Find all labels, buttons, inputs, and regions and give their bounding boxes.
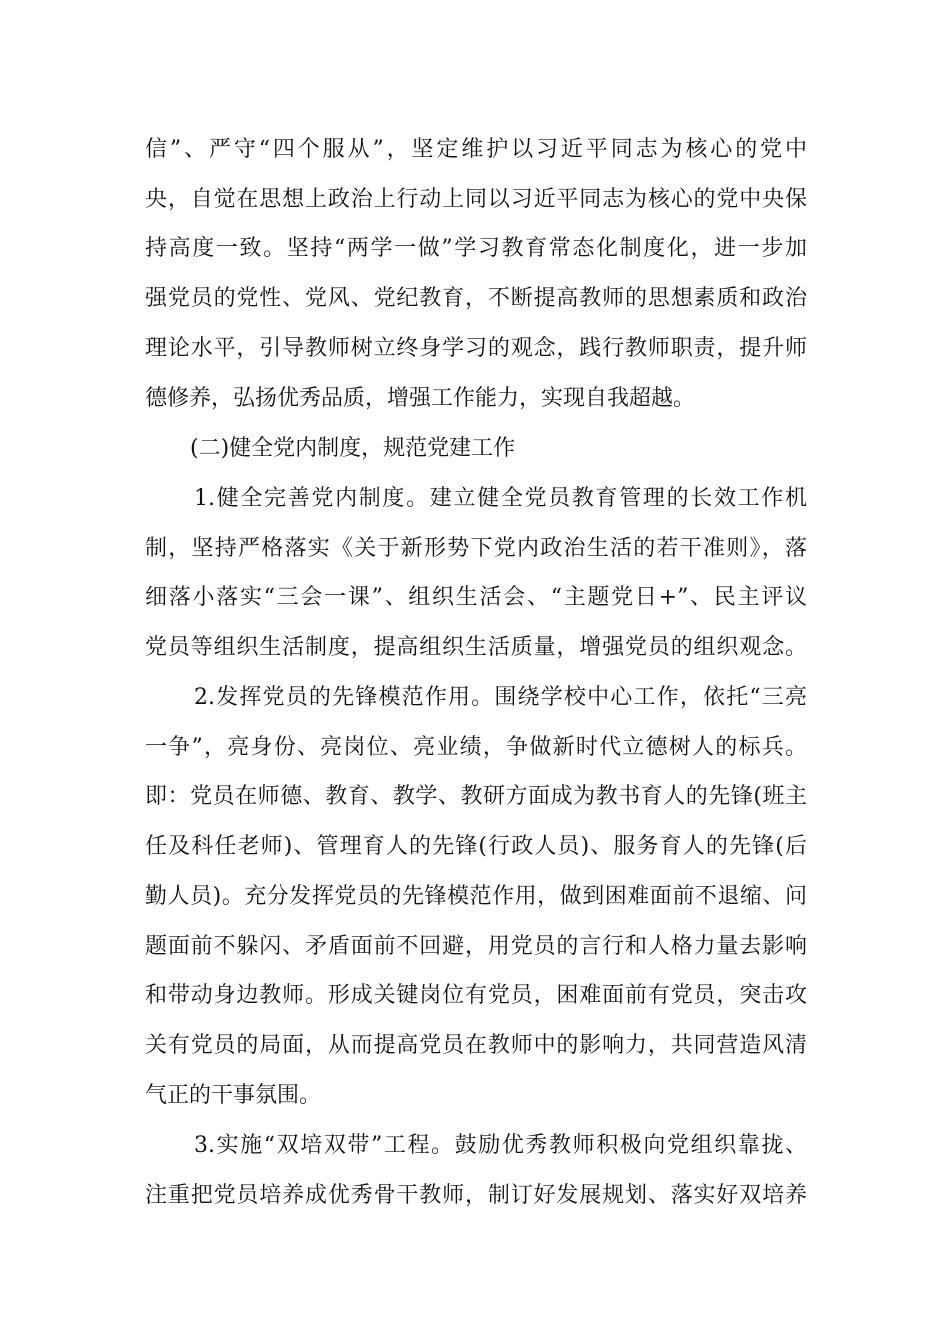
section-heading: (二)健全党内制度，规范党建工作 [190, 436, 516, 461]
text-line: 强党员的党性、党风、党纪教育，不断提高教师的思想素质和政治 [145, 286, 807, 311]
text-line: 勤人员)。充分发挥党员的先锋模范作用，做到困难面前不退缩、问 [145, 884, 807, 909]
text-line: 和带动身边教师。形成关键岗位有党员，困难面前有党员，突击攻 [145, 983, 807, 1008]
text-line: 注重把党员培养成优秀骨干教师，制订好发展规划、落实好双培养 [145, 1183, 807, 1208]
text-line: 即：党员在师德、教育、教学、教研方面成为教书育人的先锋(班主 [145, 784, 807, 809]
text-line: 3.实施“双培双带”工程。鼓励优秀教师积极向党组织靠拢、 [194, 1133, 807, 1158]
text-line: 央，自觉在思想上政治上行动上同以习近平同志为核心的党中央保 [145, 187, 807, 212]
text-line: 信”、严守“四个服从”，坚定维护以习近平同志为核心的党中 [145, 137, 807, 162]
text-line: 关有党员的局面，从而提高党员在教师中的影响力，共同营造风清 [145, 1033, 807, 1058]
text-line: 细落小落实“三会一课”、组织生活会、“主题党日+”、民主评议 [145, 585, 807, 610]
text-line: 任及科任老师)、管理育人的先锋(行政人员)、服务育人的先锋(后 [145, 834, 807, 859]
text-line: 一争”，亮身份、亮岗位、亮业绩，争做新时代立德树人的标兵。 [145, 735, 807, 760]
text-line: 持高度一致。坚持“两学一做”学习教育常态化制度化，进一步加 [145, 236, 807, 261]
text-line: 2.发挥党员的先锋模范作用。围绕学校中心工作，依托“三亮 [194, 685, 807, 710]
text-line: 德修养，弘扬优秀品质，增强工作能力，实现自我超越。 [145, 386, 696, 411]
text-line: 气正的干事氛围。 [145, 1083, 322, 1108]
text-line: 题面前不躲闪、矛盾面前不回避，用党员的言行和人格力量去影响 [145, 934, 807, 959]
text-line: 理论水平，引导教师树立终身学习的观念，践行教师职责，提升师 [145, 336, 807, 361]
text-line: 党员等组织生活制度，提高组织生活质量，增强党员的组织观念。 [145, 635, 807, 660]
text-line: 制，坚持严格落实《关于新形势下党内政治生活的若干准则》，落 [145, 536, 807, 561]
text-line: 1.健全完善党内制度。建立健全党员教育管理的长效工作机 [194, 486, 807, 511]
